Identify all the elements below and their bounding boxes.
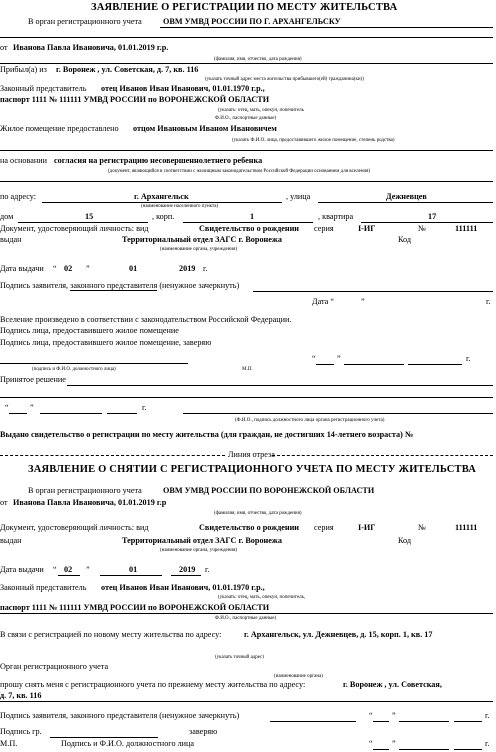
official-label-2: Подпись и Ф.И.О. должностного лица (61, 739, 195, 748)
from-label-2: от (0, 498, 8, 507)
day-line (316, 364, 334, 365)
blank-line (0, 63, 493, 64)
organ2-label: Орган регистрационного учета (0, 662, 109, 671)
quote-open: “ (53, 264, 57, 273)
decision-line (67, 385, 493, 386)
year-suffix-2: г. (205, 565, 210, 574)
sign-label-start: Подпись заявителя, (0, 281, 69, 290)
day-line (373, 721, 389, 722)
month-line (100, 575, 162, 576)
request-value[interactable]: г. Воронеж , ул. Советская, (343, 680, 442, 689)
date-day[interactable]: 02 (64, 264, 73, 273)
quote-close: ” (30, 403, 34, 412)
cut-line-label: Линия отреза (228, 450, 275, 459)
street-underline (318, 202, 493, 203)
rep-hint2: Ф.И.О., паспортные данные) (215, 116, 277, 121)
month-line (399, 721, 449, 722)
rep-label-2: Законный представитель (0, 583, 87, 592)
date-year-2[interactable]: 2019 (179, 565, 196, 574)
quote-open: “ (312, 354, 316, 363)
house-underline (18, 222, 148, 223)
date-month-2[interactable]: 01 (129, 565, 138, 574)
cut-dash-right (272, 455, 493, 456)
request-underline (0, 701, 493, 702)
issued-value[interactable]: Территориальный отдел ЗАГС г. Воронежа (122, 235, 282, 244)
month-line (344, 364, 404, 365)
city-value[interactable]: г. Архангельск (134, 192, 189, 201)
organ-label: В орган регистрационного учета (28, 17, 142, 26)
sign-label-2: Подпись заявителя, законного представителя (ненужное зачеркнуть) (0, 711, 240, 720)
year-line (408, 364, 462, 365)
from-hint-2: (фамилия, имя, отчество, дата рождения) (214, 511, 302, 516)
year-line (454, 721, 482, 722)
quote-open: “ (369, 711, 373, 720)
organ-underline (160, 27, 493, 28)
owner-sign-label: Подпись лица, предоставившего жилое помещение (0, 326, 179, 335)
date2-year: г. (486, 297, 491, 306)
sign-label (0, 282, 239, 290)
issued-label-2: выдан (0, 536, 22, 545)
num-value-2[interactable]: 111111 (455, 523, 478, 532)
living-value[interactable]: отцом Ивановым Иваном Ивановичем (133, 124, 277, 133)
date-year[interactable]: 2019 (179, 264, 196, 273)
year-line (171, 575, 201, 576)
request-value-2[interactable]: д. 7, кв. 116 (0, 691, 42, 700)
day-line (9, 413, 27, 414)
korp-label: , корп. (152, 212, 175, 221)
certify-end: заверяю (189, 727, 218, 736)
street-label: , улица (286, 192, 311, 201)
series-label-2: серия (314, 523, 334, 532)
basis-hint: (документ, являющийся в соответствии с жилищным законодательством Российской Федерации основанием для вселения) (108, 169, 371, 174)
issued-hint: (наименование органа, учреждения) (160, 247, 238, 252)
num-value[interactable]: 111111 (455, 224, 478, 233)
quote-close: ” (86, 264, 90, 273)
num-label-2: № (418, 523, 426, 532)
issued-value-2[interactable]: Территориальный отдел ЗАГС г. Воронежа (122, 536, 282, 545)
house-value[interactable]: 15 (85, 212, 94, 221)
doc-label: Документ, удостоверяющий личность: вид (0, 224, 149, 233)
sign-label-rep: законного представителя (70, 281, 158, 290)
code-label: Код (398, 235, 412, 244)
blank-line (0, 37, 493, 38)
request-label: прошу снять меня с регистрационного учета по прежнему месту жительства по адресу: (0, 680, 306, 689)
cut-dash-left (0, 455, 225, 456)
certify-label: Подпись гр. (0, 727, 42, 736)
year-suffix: г. (485, 739, 490, 748)
mp-label-2: М.П. (0, 739, 18, 748)
quote-close: ” (86, 565, 90, 574)
sign-line (253, 291, 493, 292)
mp-label: М.П. (242, 367, 253, 372)
arrived-hint: (указать точный адрес места жительства прибывшего(ей) гражданина(ки)) (205, 77, 364, 82)
num-label: № (418, 224, 426, 233)
addr-label: по адресу: (0, 192, 37, 201)
rep-value[interactable]: отец Иванов Иван Иванович, 01.01.1970 г.р., (101, 84, 265, 93)
sign-label-note: (ненужное зачеркнуть) (159, 281, 240, 290)
issued-hint-2: (наименование органа, учреждения) (160, 548, 238, 553)
official-sign-line (0, 363, 188, 364)
rep-passport[interactable]: паспорт 1111 № 111111 УМВД РОССИИ по ВОРОНЕЖСКОЙ ОБЛАСТИ (0, 95, 270, 104)
series-value-2[interactable]: I-ИГ (358, 523, 376, 532)
series-value[interactable]: I-ИГ (358, 224, 376, 233)
date-day-2[interactable]: 02 (64, 565, 73, 574)
owner-cert-label: Подпись лица, предоставившего жилое помещение, заверяю (0, 338, 212, 347)
from-value[interactable]: Иванова Павла Ивановича, 01.01.2019 г.р. (13, 43, 169, 52)
quote-close: ” (392, 739, 396, 748)
basis-label: на основании (0, 156, 48, 165)
organ-label-2: В орган регистрационного учета (28, 486, 142, 495)
from-value-2[interactable]: Иванова Павла Ивановича, 01.01.2019 г.р (13, 498, 167, 507)
living-label: Жилое помещение предоставлено (0, 124, 119, 133)
date2-quote: ” (361, 297, 365, 306)
organ-value-2[interactable]: ОВМ УМВД РОССИИ ПО ВОРОНЕЖСКОЙ ОБЛАСТИ (163, 486, 375, 495)
year-suffix: г. (466, 354, 471, 363)
rep-label: Законный представитель (0, 84, 87, 93)
flat-value[interactable]: 17 (428, 212, 437, 221)
date-label: Дата выдачи (0, 264, 44, 273)
year-line (107, 413, 137, 414)
month-line (40, 413, 102, 414)
sig-hint: (подпись и Ф.И.О. должностного лица) (32, 367, 116, 372)
quote-close: ” (392, 711, 396, 720)
series-label: серия (314, 224, 334, 233)
arrived-label: Прибыл(а) из (0, 65, 47, 74)
rep-value-2[interactable]: отец Иванов Иван Иванович, 01.01.1970 г.р., (101, 583, 265, 592)
day-line (58, 575, 80, 576)
year-suffix: г. (203, 264, 208, 273)
addr-hint: (указать точный адрес) (215, 655, 264, 660)
issued-label: выдан (0, 235, 22, 244)
quote-open: “ (53, 565, 57, 574)
blank-line (0, 181, 493, 182)
city-hint: (наименование населенного пункта) (141, 204, 219, 209)
official-line (183, 413, 493, 414)
new-addr-value[interactable]: г. Архангельск, ул. Дежневцев, д. 15, корп. 1, кв. 17 (244, 630, 433, 639)
date-label-2: Дата выдачи (0, 565, 44, 574)
date2-label: Дата “ (312, 297, 334, 306)
flat-label: , квартира (318, 212, 354, 221)
day-line (373, 749, 389, 750)
form-title-registration: ЗАЯВЛЕНИЕ О РЕГИСТРАЦИИ ПО МЕСТУ ЖИТЕЛЬСТВА (91, 2, 398, 13)
organ2-hint: (наименование органа) (274, 674, 323, 679)
decision-label: Принятое решение (0, 375, 66, 384)
sign-line-2 (270, 721, 356, 722)
blank-line (0, 397, 493, 398)
year-suffix: г. (485, 711, 490, 720)
living-hint: (указать Ф.И.О. лица, предоставившего жилое помещение, степень родства) (232, 138, 395, 143)
rep-passport-2[interactable]: паспорт 1111 № 111111 УМВД РОССИИ по ВОРОНЕЖСКОЙ ОБЛАСТИ (0, 603, 270, 612)
rep-hint-2b: Ф.И.О., паспортные данные) (215, 616, 277, 621)
settled-text: Вселение произведено в соответствии с законодательством Российской Федерации. (0, 315, 292, 324)
form-title-deregistration: ЗАЯВЛЕНИЕ О СНЯТИИ С РЕГИСТРАЦИОННОГО УЧЕТА ПО МЕСТУ ЖИТЕЛЬСТВА (28, 464, 477, 475)
new-addr-label: В связи с регистрацией по новому месту жительства по адресу: (0, 630, 222, 639)
arrived-value[interactable]: г. Воронеж , ул. Советская, д. 7, кв. 116 (56, 65, 199, 74)
cert-issued: Выдано свидетельство о регистрации по месту жительства (для граждан, не достигших 14-летнего возраста) № (0, 430, 414, 439)
doc-value[interactable]: Свидетельство о рождении (199, 224, 300, 233)
blank-line (0, 150, 493, 151)
rep-hint-2a: (указать: отец, мать, опекун, попечитель, (218, 595, 306, 600)
from-label: от (0, 43, 8, 52)
date-month[interactable]: 01 (129, 264, 138, 273)
from-hint: (фамилия, имя, отчество, дата рождения) (214, 57, 302, 62)
certify-line (50, 737, 158, 738)
passport-underline (0, 613, 493, 614)
year-line (454, 749, 482, 750)
korp-underline (183, 222, 313, 223)
doc-value-2[interactable]: Свидетельство о рождении (199, 523, 300, 532)
organ-value[interactable]: ОВМ УМВД РОССИИ ПО Г. АРХАНГЕЛЬСКУ (163, 17, 341, 26)
quote-open: “ (5, 403, 9, 412)
city-underline (42, 202, 282, 203)
house-label: дом (0, 212, 14, 221)
month-line (399, 749, 449, 750)
korp-value[interactable]: 1 (250, 212, 255, 221)
doc-label-2: Документ, удостоверяющий личность: вид (0, 523, 149, 532)
quote-open: “ (369, 739, 373, 748)
rep-hint1: (указать: отец, мать, опекун, попечитель (218, 108, 304, 113)
year-suffix: г. (142, 403, 147, 412)
code-label-2: Код (398, 536, 412, 545)
street-value[interactable]: Дежневцев (386, 192, 427, 201)
basis-value[interactable]: согласия на регистрацию несовершеннолетнего ребенка (54, 156, 263, 165)
quote-close: ” (337, 354, 341, 363)
flat-underline (361, 222, 493, 223)
official-hint: (Ф.И.О., подпись должностного лица органа регистрационного учета) (235, 418, 385, 423)
